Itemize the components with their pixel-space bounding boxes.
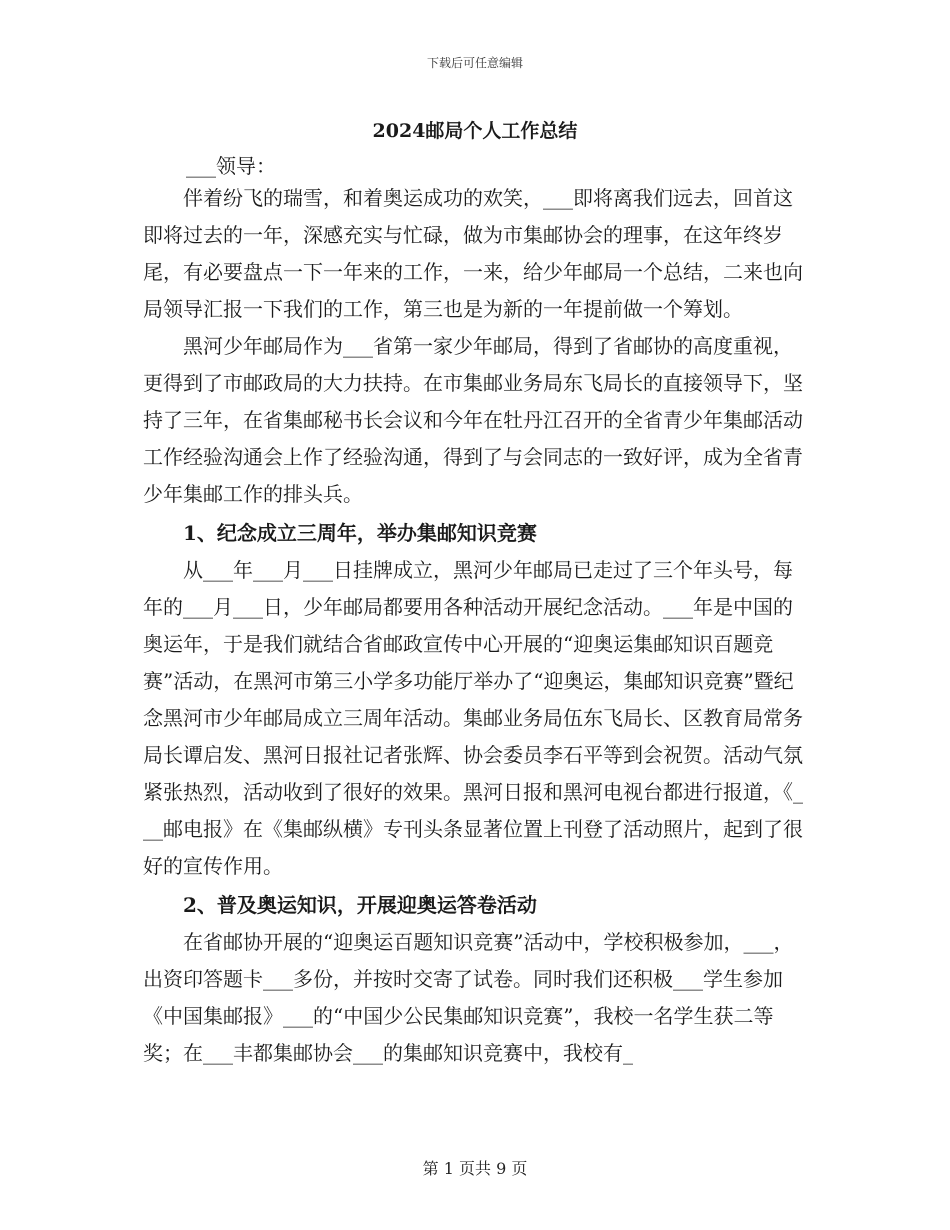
page-footer: 第 1 页共 9 页 [422, 1159, 528, 1178]
salutation: ___领导： [186, 154, 276, 178]
document-title: 2024邮局个人工作总结 [372, 120, 578, 142]
document-body [143, 180, 808, 1072]
section-heading-1: 1、纪念成立三周年，举办集邮知识竞赛 [183, 521, 537, 545]
paragraph-intro: 伴着纷飞的瑞雪，和着奥运成功的欢笑，___即将离我们远去，回首这即将过去的一年，深感充实与忙碌，做为市集邮协会的理事，在这年终岁尾，有必要盘点一下一年来的工作，一来，给少年邮局一个总结，二来也向局领导汇报一下我们的工作，第三也是为新的一年提前做一个筹划。 [143, 186, 803, 321]
paragraph-background: 黑河少年邮局作为___省第一家少年邮局，得到了省邮协的高度重视，更得到了市邮政局的大力扶持。在市集邮业务局东飞局长的直接领导下，坚持了三年，在省集邮秘书长会议和今年在牡丹江召开的全省青少年集邮活动工作经验沟通会上作了经验沟通，得到了与会同志的一致好评，成为全省青少年集邮工作的排头兵。 [143, 334, 803, 506]
page-header: 下载后可任意编辑 [426, 56, 523, 70]
section-heading-2: 2、普及奥运知识，开展迎奥运答卷活动 [183, 893, 537, 917]
paragraph-section-1: 从___年___月___日挂牌成立，黑河少年邮局已走过了三个年头号，每年的___月___日，少年邮局都要用各种活动开展纪念活动。___年是中国的奥运年，于是我们就结合省邮政宣传中心开展的“迎奥运集邮知识百题竞赛”活动，在黑河市第三小学多功能厅举办了“迎奥运，集邮知识竞赛”暨纪念黑河市少年邮局成立三周年活动。集邮业务局伍东飞局长、区教育局常务局长谭启发、黑河日报社记者张辉、协会委员李石平等到会祝贺。活动气氛紧张热烈，活动收到了很好的效果。黑河日报和黑河电视台都进行报道，《___邮电报》在《集邮纵横》专刊头条显著位置上刊登了活动照片，起到了很好的宣传作用。 [143, 558, 803, 878]
paragraph-section-2: 在省邮协开展的“迎奥运百题知识竞赛”活动中，学校积极参加，___，出资印答题卡___多份，并按时交寄了试卷。同时我们还积极___学生参加《中国集邮报》___的“中国少公民集邮知识竞赛”，我校一名学生获二等奖；在___丰都集邮协会___的集邮知识竞赛中，我校有_ [143, 930, 794, 1065]
